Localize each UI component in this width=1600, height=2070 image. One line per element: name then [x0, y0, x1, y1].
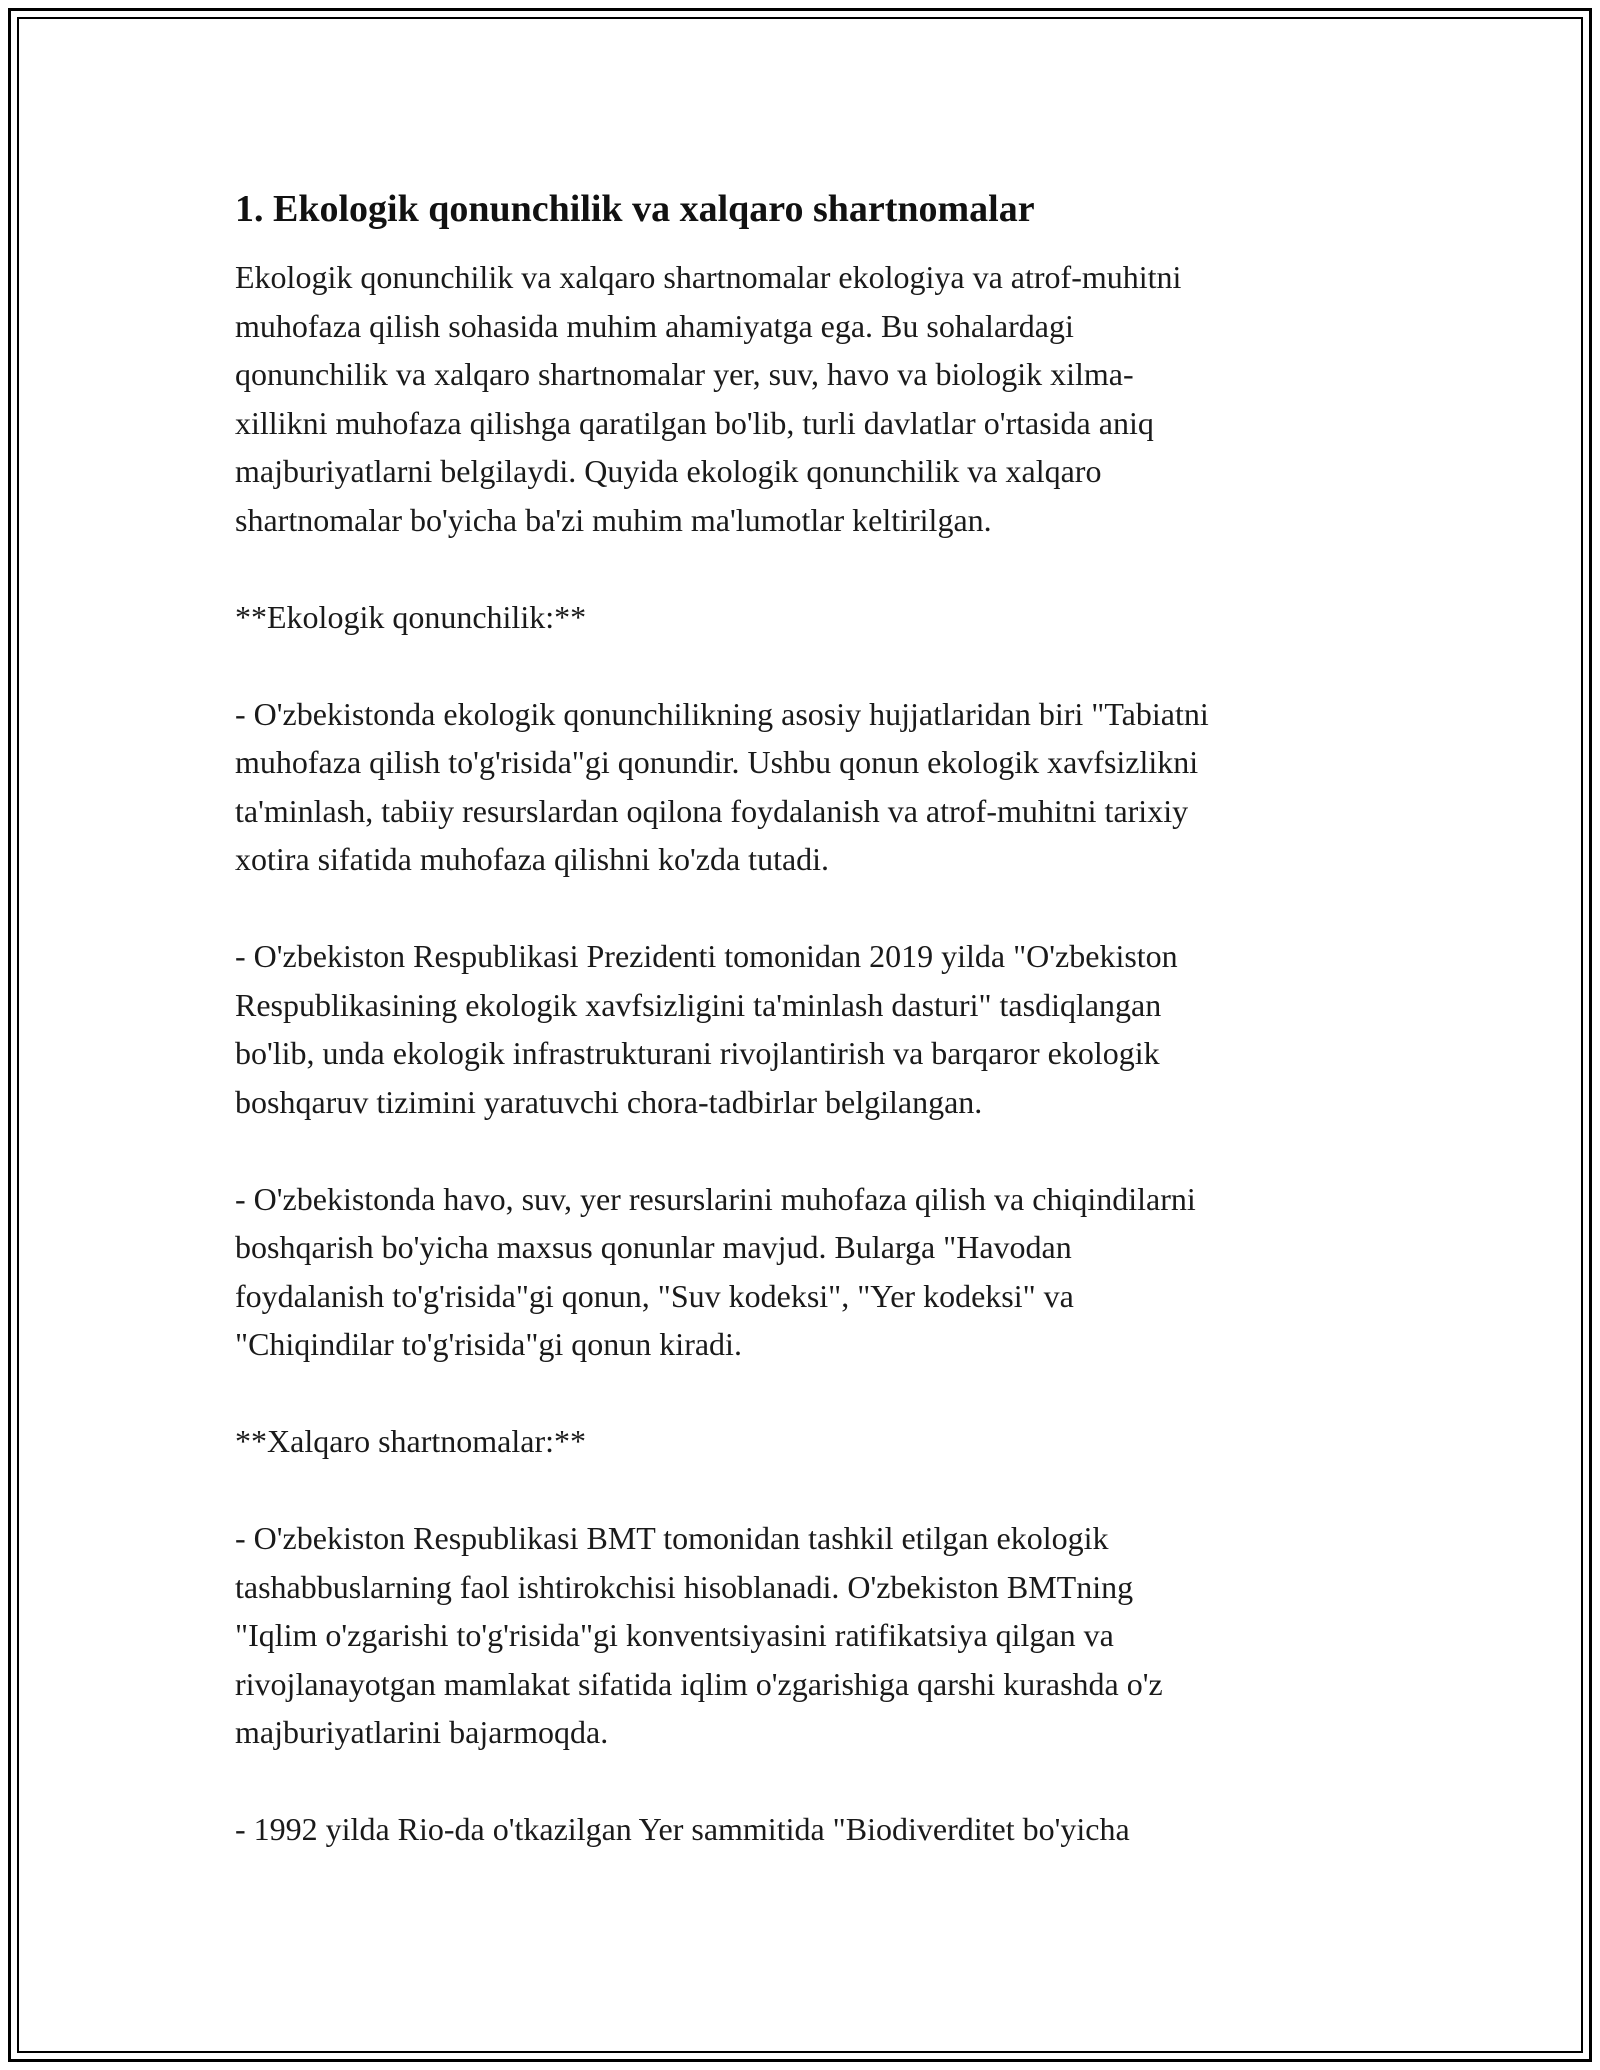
bullet-paragraph: - O'zbekistonda ekologik qonunchilikning asosiy hujjatlaridan biri "Tabiatni muhofaza qilish to'g'risida"gi qonundir. Ushbu qonun ekologik xavfsizlikni ta'minlash, tabiiy resurslardan oqilona foydalanish va atrof-muhitni tarixiy xotira sifatida muhofaza qilishni ko'zda tutadi. [235, 695, 1209, 877]
bullet-paragraph: - O'zbekiston Respublikasi Prezidenti tomonidan 2019 yilda "O'zbekiston Respublikasining ekologik xavfsizligini ta'minlash dasturi" tasdiqlangan bo'lib, unda ekologik infrastrukturani rivojlantirish va barqaror ekologik boshqaruv tizimini yaratuvchi chora-tadbirlar belgilangan. [235, 938, 1178, 1120]
intro-paragraph: Ekologik qonunchilik va xalqaro shartnomalar ekologiya va atrof-muhitni muhofaza qilish sohasida muhim ahamiyatga ega. Bu sohalardagi qonunchilik va xalqaro shartnomalar yer, suv, havo va biologik xilma- xillikni muhofaza qilishga qaratilgan bo'lib, turli davlatlar o'rtasida aniq majburiyatlarni belgilaydi. Quyida ekologik qonunchilik va xalqaro shartnomalar bo'yicha ba'zi muhim ma'lumotlar keltirilgan. [235, 259, 1182, 538]
bullet-paragraph: - O'zbekiston Respublikasi BMT tomonidan tashkil etilgan ekologik tashabbuslarning faol ishtirokchisi hisoblanadi. O'zbekiston BMTning "Iqlim o'zgarishi to'g'risida"gi konventsiyasini ratifikatsiya qilgan va rivojlanayotgan mamlakat sifatida iqlim o'zgarishiga qarshi kurashda o'z majburiyatlarini bajarmoqda. [235, 1520, 1163, 1750]
subheading-ecological-legislation: **Ekologik qonunchilik:** [235, 598, 587, 635]
section-heading: 1. Ekologik qonunchilik va xalqaro shartnomalar [235, 188, 1035, 230]
document-body [235, 185, 1375, 1902]
bullet-paragraph: - 1992 yilda Rio-da o'tkazilgan Yer sammitida "Biodiverditet bo'yicha [235, 1811, 1130, 1847]
subheading-international-agreements: **Xalqaro shartnomalar:** [235, 1423, 586, 1459]
bullet-paragraph: - O'zbekistonda havo, suv, yer resurslarini muhofaza qilish va chiqindilarni boshqarish bo'yicha maxsus qonunlar mavjud. Bularga "Havodan foydalanish to'g'risida"gi qonun, "Suv kodeksi", "Yer kodeksi" va "Chiqindilar to'g'risida"gi qonun kiradi. [235, 1180, 1196, 1362]
